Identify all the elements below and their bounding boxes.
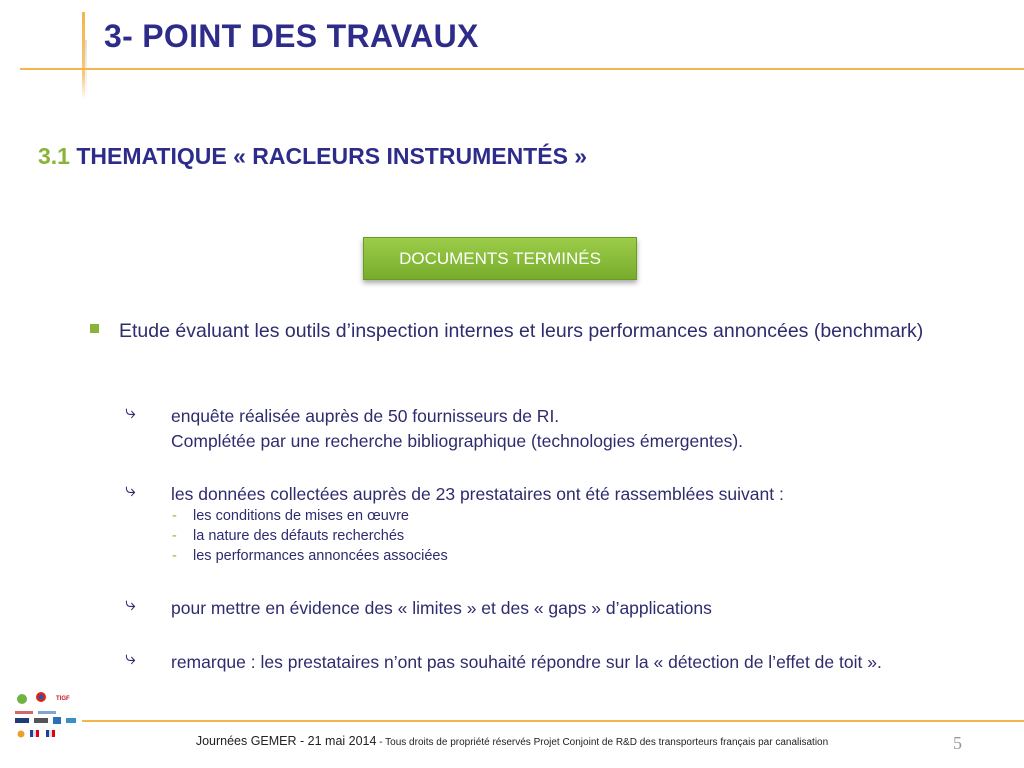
footer-rights: - Tous droits de propriété réservés Projet Conjoint de R&D des transporteurs français par canalisation	[376, 737, 829, 748]
footer	[0, 734, 1024, 748]
footer-rule	[82, 720, 1024, 722]
curved-arrow-icon: ⤷	[125, 648, 136, 669]
page-title: 3- POINT DES TRAVAUX	[104, 18, 479, 54]
page-number: 5	[953, 733, 962, 753]
section-number: 3.1	[38, 143, 70, 169]
logo-partner-icon	[53, 717, 61, 724]
documents-status-button[interactable]	[363, 237, 637, 280]
header-shadow-bar	[85, 40, 87, 100]
sub-item-2-line-1: les données collectées auprès de 23 prestataires ont été rassemblées suivant :	[171, 484, 784, 504]
dash-list-item: - la nature des défauts recherchés	[172, 528, 405, 544]
documents-status-label: DOCUMENTS TERMINÉS	[399, 248, 601, 268]
logo-partner-icon	[15, 718, 29, 723]
section-heading	[38, 143, 587, 170]
sub-item-3-line-1: pour mettre en évidence des « limites » et des « gaps » d’applications	[171, 598, 712, 618]
dash-list-item: - les conditions de mises en œuvre	[172, 508, 409, 524]
footer-event: Journées GEMER - 21 mai 2014	[195, 734, 377, 748]
logo-partner-icon	[66, 718, 76, 723]
main-bullet-text: Etude évaluant les outils d’inspection internes et leurs performances annoncées (benchmark)	[119, 320, 924, 342]
logo-partner-icon	[38, 711, 56, 714]
sub-item-4-line-1: remarque : les prestataires n’ont pas souhaité répondre sur la « détection de l’effet de toit ».	[171, 652, 882, 672]
logo-grtgaz-icon	[17, 694, 27, 704]
curved-arrow-icon: ⤷	[125, 594, 136, 615]
sub-item-1-line-2: Complétée par une recherche bibliographique (technologies émergentes).	[171, 431, 744, 451]
dash-list-item: - les performances annoncées associées	[172, 548, 448, 564]
sub-item-1-line-1: enquête réalisée auprès de 50 fournisseurs de RI.	[171, 406, 560, 426]
curved-arrow-icon: ⤷	[125, 480, 136, 501]
green-square-icon	[90, 324, 99, 333]
section-title: THEMATIQUE « RACLEURS INSTRUMENTÉS »	[76, 143, 588, 169]
logo-tigf-icon: TIGF	[56, 696, 70, 702]
logo-partner-icon	[34, 718, 48, 723]
header-rule	[20, 68, 1024, 70]
curved-arrow-icon: ⤷	[125, 402, 136, 423]
logo-partner-icon	[15, 711, 33, 714]
main-bullet	[90, 318, 986, 345]
